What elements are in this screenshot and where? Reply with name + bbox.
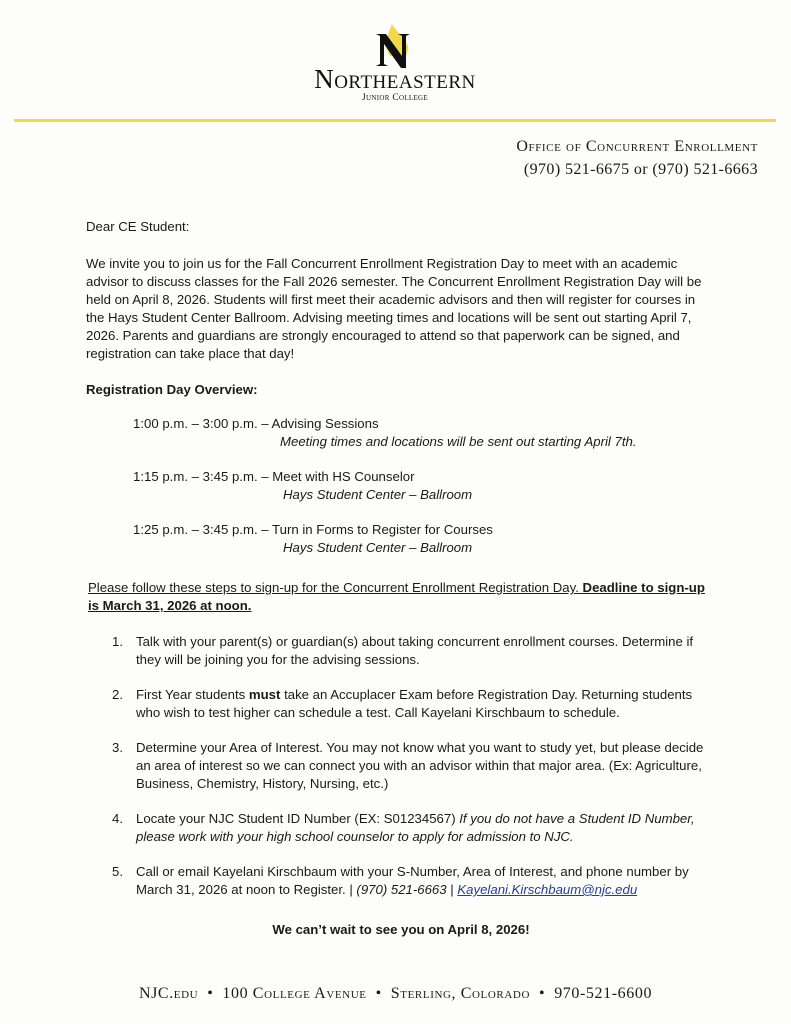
contact-email-link[interactable]: Kayelani.Kirschbaum@njc.edu: [457, 882, 638, 897]
college-wordmark: Northeastern: [314, 64, 476, 94]
footer-separator: •: [207, 985, 214, 1002]
footer-phone: 970-521-6600: [554, 985, 653, 1002]
list-item: [86, 633, 716, 669]
letter-body: [86, 218, 716, 952]
step-text: Call or email Kayelani Kirschbaum with your S-Number, Area of Interest, and phone number by March 31, 2026 at noon to Register. |: [136, 864, 689, 897]
list-item: [86, 863, 716, 899]
footer-separator: •: [375, 985, 382, 1002]
step-number: 5.: [112, 864, 123, 879]
step-italic-note: If you do not have a Student ID Number, please work with your high school counselor to apply for admission to NJC.: [136, 811, 695, 844]
list-item: [86, 739, 716, 793]
footer-separator: •: [539, 985, 546, 1002]
schedule-time: 1:25 p.m. – 3:45 p.m. – Turn in Forms to Register for Courses: [133, 522, 493, 537]
steps-list: [86, 633, 716, 899]
schedule-item: [133, 521, 716, 557]
intro-paragraph: We invite you to join us for the Fall Concurrent Enrollment Registration Day to meet with an academic advisor to discuss classes for the Fall 2026 semester. The Concurrent Enrollment Registration Day will be held on April 8, 2026. Students will first meet their academic advisors and then will register for courses in the Hays Student Center Ballroom. Advising meeting times and locations will be sent out starting April 7, 2026. Parents and guardians are strongly encouraged to attend so that paperwork can be signed, and registration can take place that day!: [86, 256, 702, 361]
step-number: 1.: [112, 634, 123, 649]
step-number: 2.: [112, 687, 123, 702]
office-phones: (970) 521-6675 or (970) 521-6663: [523, 161, 758, 178]
schedule-item: [133, 468, 716, 504]
list-item: [86, 810, 716, 846]
office-block: [516, 137, 758, 181]
office-title: Office of Concurrent Enrollment: [516, 138, 758, 155]
schedule-item: [133, 415, 716, 451]
schedule-note: Hays Student Center – Ballroom: [283, 540, 473, 555]
contact-separator: |: [446, 882, 458, 897]
step-emphasis: must: [248, 687, 281, 702]
footer: [0, 985, 791, 1003]
contact-phone: (970) 521-6663: [356, 882, 447, 897]
overview-heading: Registration Day Overview:: [86, 382, 258, 397]
footer-address: 100 College Avenue: [222, 985, 367, 1002]
step-text: Determine your Area of Interest. You may not know what you want to study yet, but please decide an area of interest so we can connect you with an advisor within that major area. (Ex: Agriculture, Business, Chemistry, History, Nursing, etc.): [136, 740, 704, 791]
header-divider: [14, 119, 776, 122]
footer-website[interactable]: NJC.edu: [138, 985, 199, 1002]
step-number: 4.: [112, 811, 123, 826]
steps-intro: [88, 579, 716, 615]
closing-line: We can’t wait to see you on April 8, 2026!: [272, 922, 530, 937]
step-text: Locate your NJC Student ID Number (EX: S01234567): [136, 811, 460, 826]
greeting: Dear CE Student:: [86, 219, 190, 234]
step-number: 3.: [112, 740, 123, 755]
steps-intro-text: Please follow these steps to sign-up for the Concurrent Enrollment Registration Day.: [88, 580, 579, 595]
step-text-pre: First Year students: [136, 687, 249, 702]
deadline-text: Deadline to sign-up is March 31, 2026 at noon.: [88, 580, 705, 613]
footer-city: Sterling, Colorado: [390, 985, 530, 1002]
schedule-note: Hays Student Center – Ballroom: [283, 487, 473, 502]
list-item: [86, 686, 716, 722]
schedule-time: 1:15 p.m. – 3:45 p.m. – Meet with HS Counselor: [133, 469, 415, 484]
step-text-post: take an Accuplacer Exam before Registration Day. Returning students who wish to test higher can schedule a test. Call Kayelani Kirschbaum to schedule.: [136, 687, 693, 720]
college-wordmark-sub: Junior College: [362, 93, 428, 103]
schedule-note: Meeting times and locations will be sent out starting April 7th.: [280, 434, 637, 449]
step-text: Talk with your parent(s) or guardian(s) about taking concurrent enrollment courses. Determine if they will be joining you for the advising sessions.: [136, 634, 694, 667]
schedule-time: 1:00 p.m. – 3:00 p.m. – Advising Sessions: [133, 416, 379, 431]
